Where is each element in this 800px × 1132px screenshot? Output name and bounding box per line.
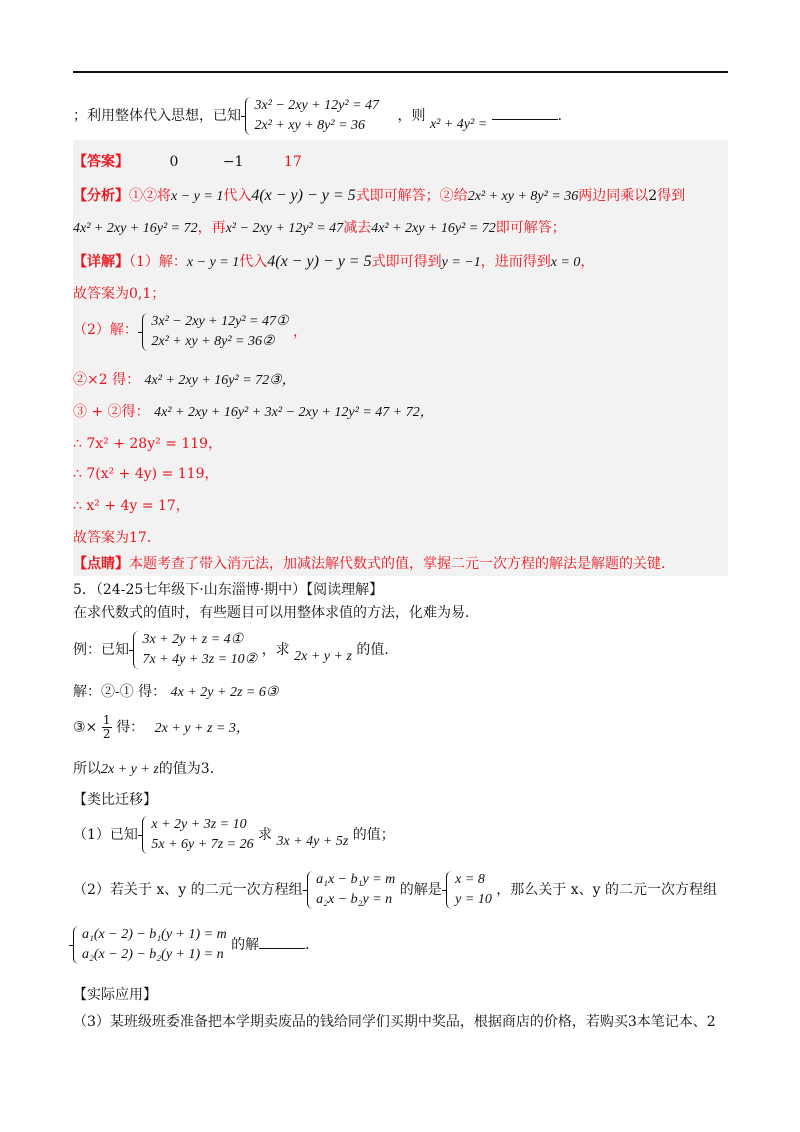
math: x² − 2xy + 12y² = 47 xyxy=(225,221,344,236)
detail-text: ， xyxy=(292,324,307,340)
fraction-numerator: 1 xyxy=(102,713,111,727)
q5-text: ，求 xyxy=(261,642,290,658)
part2-eq-1: a₁x − b₁y = m xyxy=(316,872,396,887)
analysis-line-1 xyxy=(73,186,685,207)
part2b-eq-1: a₁(x − 2) − b₁(y + 1) = m xyxy=(82,927,227,942)
math: 2 xyxy=(648,188,658,204)
math: 4(x − y) − y = 5 xyxy=(251,187,356,204)
comment-text: 本题考查了带入消元法，加减法解代数式的值，掌握二元一次方程的解法是解题的关键． xyxy=(129,556,675,572)
analysis-text: 减去 xyxy=(343,220,372,236)
given-system xyxy=(245,96,379,136)
analysis-text: 即可解答； xyxy=(495,220,566,236)
math: x = 0 xyxy=(550,255,581,270)
q5-text: ． xyxy=(305,937,320,953)
q5-text: ③× xyxy=(73,719,98,736)
analysis-text: 得到 xyxy=(657,188,686,204)
comment-tag: 【点睛】 xyxy=(73,556,129,572)
q5-text: 的值； xyxy=(352,827,395,843)
detail-text: （2）解： xyxy=(73,322,138,338)
q5-heading: 5．（24-25七年级下·山东淄博·期中）【阅读理解】 xyxy=(73,582,384,598)
given-eq-2: 2x² + xy + 8y² = 36 xyxy=(254,118,366,133)
q5-solution-2 xyxy=(73,714,250,741)
part2-sol-y: y = 10 xyxy=(455,892,492,907)
detail-answer-1: 故答案为0,1； xyxy=(73,286,166,302)
q5-text: 的解 xyxy=(231,937,260,953)
math: 3x + 4y + 5z xyxy=(276,834,349,849)
part2b-eq-2: a₂(x − 2) − b₂(y + 1) = n xyxy=(82,947,224,962)
part2b-system xyxy=(73,925,227,965)
detail-part-2 xyxy=(73,312,307,352)
math: 4x² + 2xy + 16y² = 72 xyxy=(371,221,496,236)
part1-eq-2: 5x + 6y + 7z = 26 xyxy=(151,837,254,852)
detail-tag: 【详解】 xyxy=(73,254,129,270)
intro-text: ；利用整体代入思想，已知 xyxy=(73,108,241,124)
q5-solution-1 xyxy=(73,682,278,703)
example-eq-2: 7x + 4y + 3z = 10② xyxy=(142,652,258,667)
q5-text: 的值． xyxy=(356,642,399,658)
answer-blank xyxy=(492,105,558,120)
detail-text: ， xyxy=(580,254,595,270)
math: 4x² + 2xy + 16y² = 72 xyxy=(73,221,198,236)
q5-solution-3 xyxy=(73,759,224,780)
answer-value-3: 17 xyxy=(283,154,302,170)
part2-sol-x: x = 8 xyxy=(455,872,485,887)
math: 4(x − y) − y = 5 xyxy=(267,253,372,270)
math: x − y = 1 xyxy=(186,255,240,270)
detail-step-1 xyxy=(73,370,296,391)
detail-sys-eq-2: 2x² + xy + 8y² = 36② xyxy=(151,334,275,349)
detail-text: ，进而得到 xyxy=(480,254,551,270)
analysis-text: 两边同乘以 xyxy=(578,188,649,204)
detail-system xyxy=(142,312,288,352)
q5-text: 得： xyxy=(116,719,145,736)
analysis-tag: 【分析】 xyxy=(73,188,129,204)
comment-line xyxy=(73,554,675,574)
fraction-denominator: 2 xyxy=(102,727,111,741)
analogy-heading: 【类比迁移】 xyxy=(73,792,157,808)
detail-step-2 xyxy=(73,402,434,423)
part2-solution xyxy=(446,870,492,910)
math: 2x + y + z = 3， xyxy=(154,720,250,736)
math: 4x² + 2xy + 16y² = 72③， xyxy=(144,373,296,388)
example-system xyxy=(133,630,257,670)
fraction-half xyxy=(102,714,112,741)
math: 4x + 2y + 2z = 6③ xyxy=(170,685,279,700)
part2-system xyxy=(307,870,395,910)
part1-system xyxy=(142,815,253,855)
detail-sys-eq-1: 3x² − 2xy + 12y² = 47① xyxy=(151,314,289,329)
detail-answer-2: 故答案为17． xyxy=(73,530,161,546)
q5-text: （1）已知 xyxy=(73,827,138,843)
q5-text: 的解是 xyxy=(399,882,442,898)
math: y = −1 xyxy=(441,255,481,270)
then-text: ，则 xyxy=(397,108,426,124)
answer-blank xyxy=(259,934,305,949)
answer-value-1: 0 xyxy=(169,154,179,170)
answer-value-2: −1 xyxy=(222,154,244,170)
analysis-text: ①②将 xyxy=(129,188,171,204)
q5-example xyxy=(73,630,398,670)
math: x − y = 1 xyxy=(171,189,224,204)
detail-text: （1）解： xyxy=(129,254,187,270)
q5-part-2b xyxy=(73,925,319,965)
analysis-text: 代入 xyxy=(223,188,252,204)
math: 2x + y + z xyxy=(101,762,159,777)
answer-tag: 【答案】 xyxy=(73,154,129,170)
q5-text: 例：已知 xyxy=(73,642,129,658)
q5-text: 所以 xyxy=(73,761,101,777)
detail-line-1 xyxy=(73,252,594,273)
q5-text: 解：②-① 得： xyxy=(73,684,167,700)
detail-step-5: ∴ x² + 4y = 17， xyxy=(73,498,190,514)
analysis-text: 式即可解答；②给 xyxy=(355,188,468,204)
math: 4x² + 2xy + 16y² + 3x² − 2xy + 12y² = 47 + 72， xyxy=(154,405,434,420)
question-intro: ；利用整体代入思想，已知 3x² − 2xy + 12y² = 47 2x² + xy + 8y² = 36 ，则 x² + 4y² = ． xyxy=(73,96,572,136)
detail-step-3: ∴ 7x² + 28y² = 119， xyxy=(73,436,223,452)
q5-part-2 xyxy=(73,870,717,910)
example-eq-1: 3x + 2y + z = 4① xyxy=(142,632,244,647)
q5-text: （2）若关于 x、y 的二元一次方程组 xyxy=(73,882,303,898)
detail-text: 式即可得到 xyxy=(371,254,442,270)
q5-text: 的值为3． xyxy=(158,761,224,777)
step-label: ③ + ②得： xyxy=(73,404,150,420)
q5-text: ，那么关于 x、y 的二元一次方程组 xyxy=(496,882,717,898)
step-label: ②×2 得： xyxy=(73,372,141,388)
q5-part-1 xyxy=(73,815,395,855)
q5-intro: 在求代数式的值时，有些题目可以用整体求值的方法，化难为易． xyxy=(73,605,479,621)
analysis-line-2 xyxy=(73,218,566,239)
q5-part-3: （3）某班级班委准备把本学期卖废品的钱给同学们买期中奖品，根据商店的价格，若购买3本笔记本、2 xyxy=(73,1014,716,1030)
practice-heading: 【实际应用】 xyxy=(73,987,157,1003)
header-rule xyxy=(73,71,728,73)
answer-line xyxy=(73,152,302,172)
detail-text: 代入 xyxy=(239,254,268,270)
analysis-text: ，再 xyxy=(197,220,226,236)
part1-eq-1: x + 2y + 3z = 10 xyxy=(151,817,247,832)
part2-eq-2: a₂x − b₂y = n xyxy=(316,892,393,907)
math: 2x² + xy + 8y² = 36 xyxy=(467,189,579,204)
given-eq-1: 3x² − 2xy + 12y² = 47 xyxy=(254,98,380,113)
detail-step-4: ∴ 7(x² + 4y) = 119， xyxy=(73,466,219,482)
target-expression: x² + 4y² = xyxy=(429,117,488,132)
q5-text: 求 xyxy=(258,827,273,843)
math: 2x + y + z xyxy=(294,649,352,664)
